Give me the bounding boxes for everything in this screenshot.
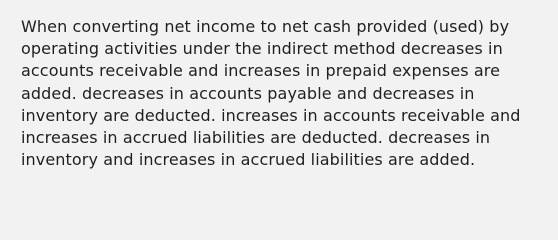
- question-line: operating activities under the indirect method decreases in: [21, 39, 503, 59]
- question-line: added. decreases in accounts payable and decreases in: [21, 83, 475, 103]
- question-line: inventory and increases in accrued liabilities are added.: [21, 150, 476, 170]
- question-line: inventory are deducted. increases in accounts receivable and: [21, 105, 521, 125]
- question-text: [21, 16, 549, 171]
- question-line: increases in accrued liabilities are deducted. decreases in: [21, 128, 491, 148]
- question-line: accounts receivable and increases in prepaid expenses are: [21, 61, 501, 81]
- question-line: When converting net income to net cash provided (used) by: [21, 17, 510, 36]
